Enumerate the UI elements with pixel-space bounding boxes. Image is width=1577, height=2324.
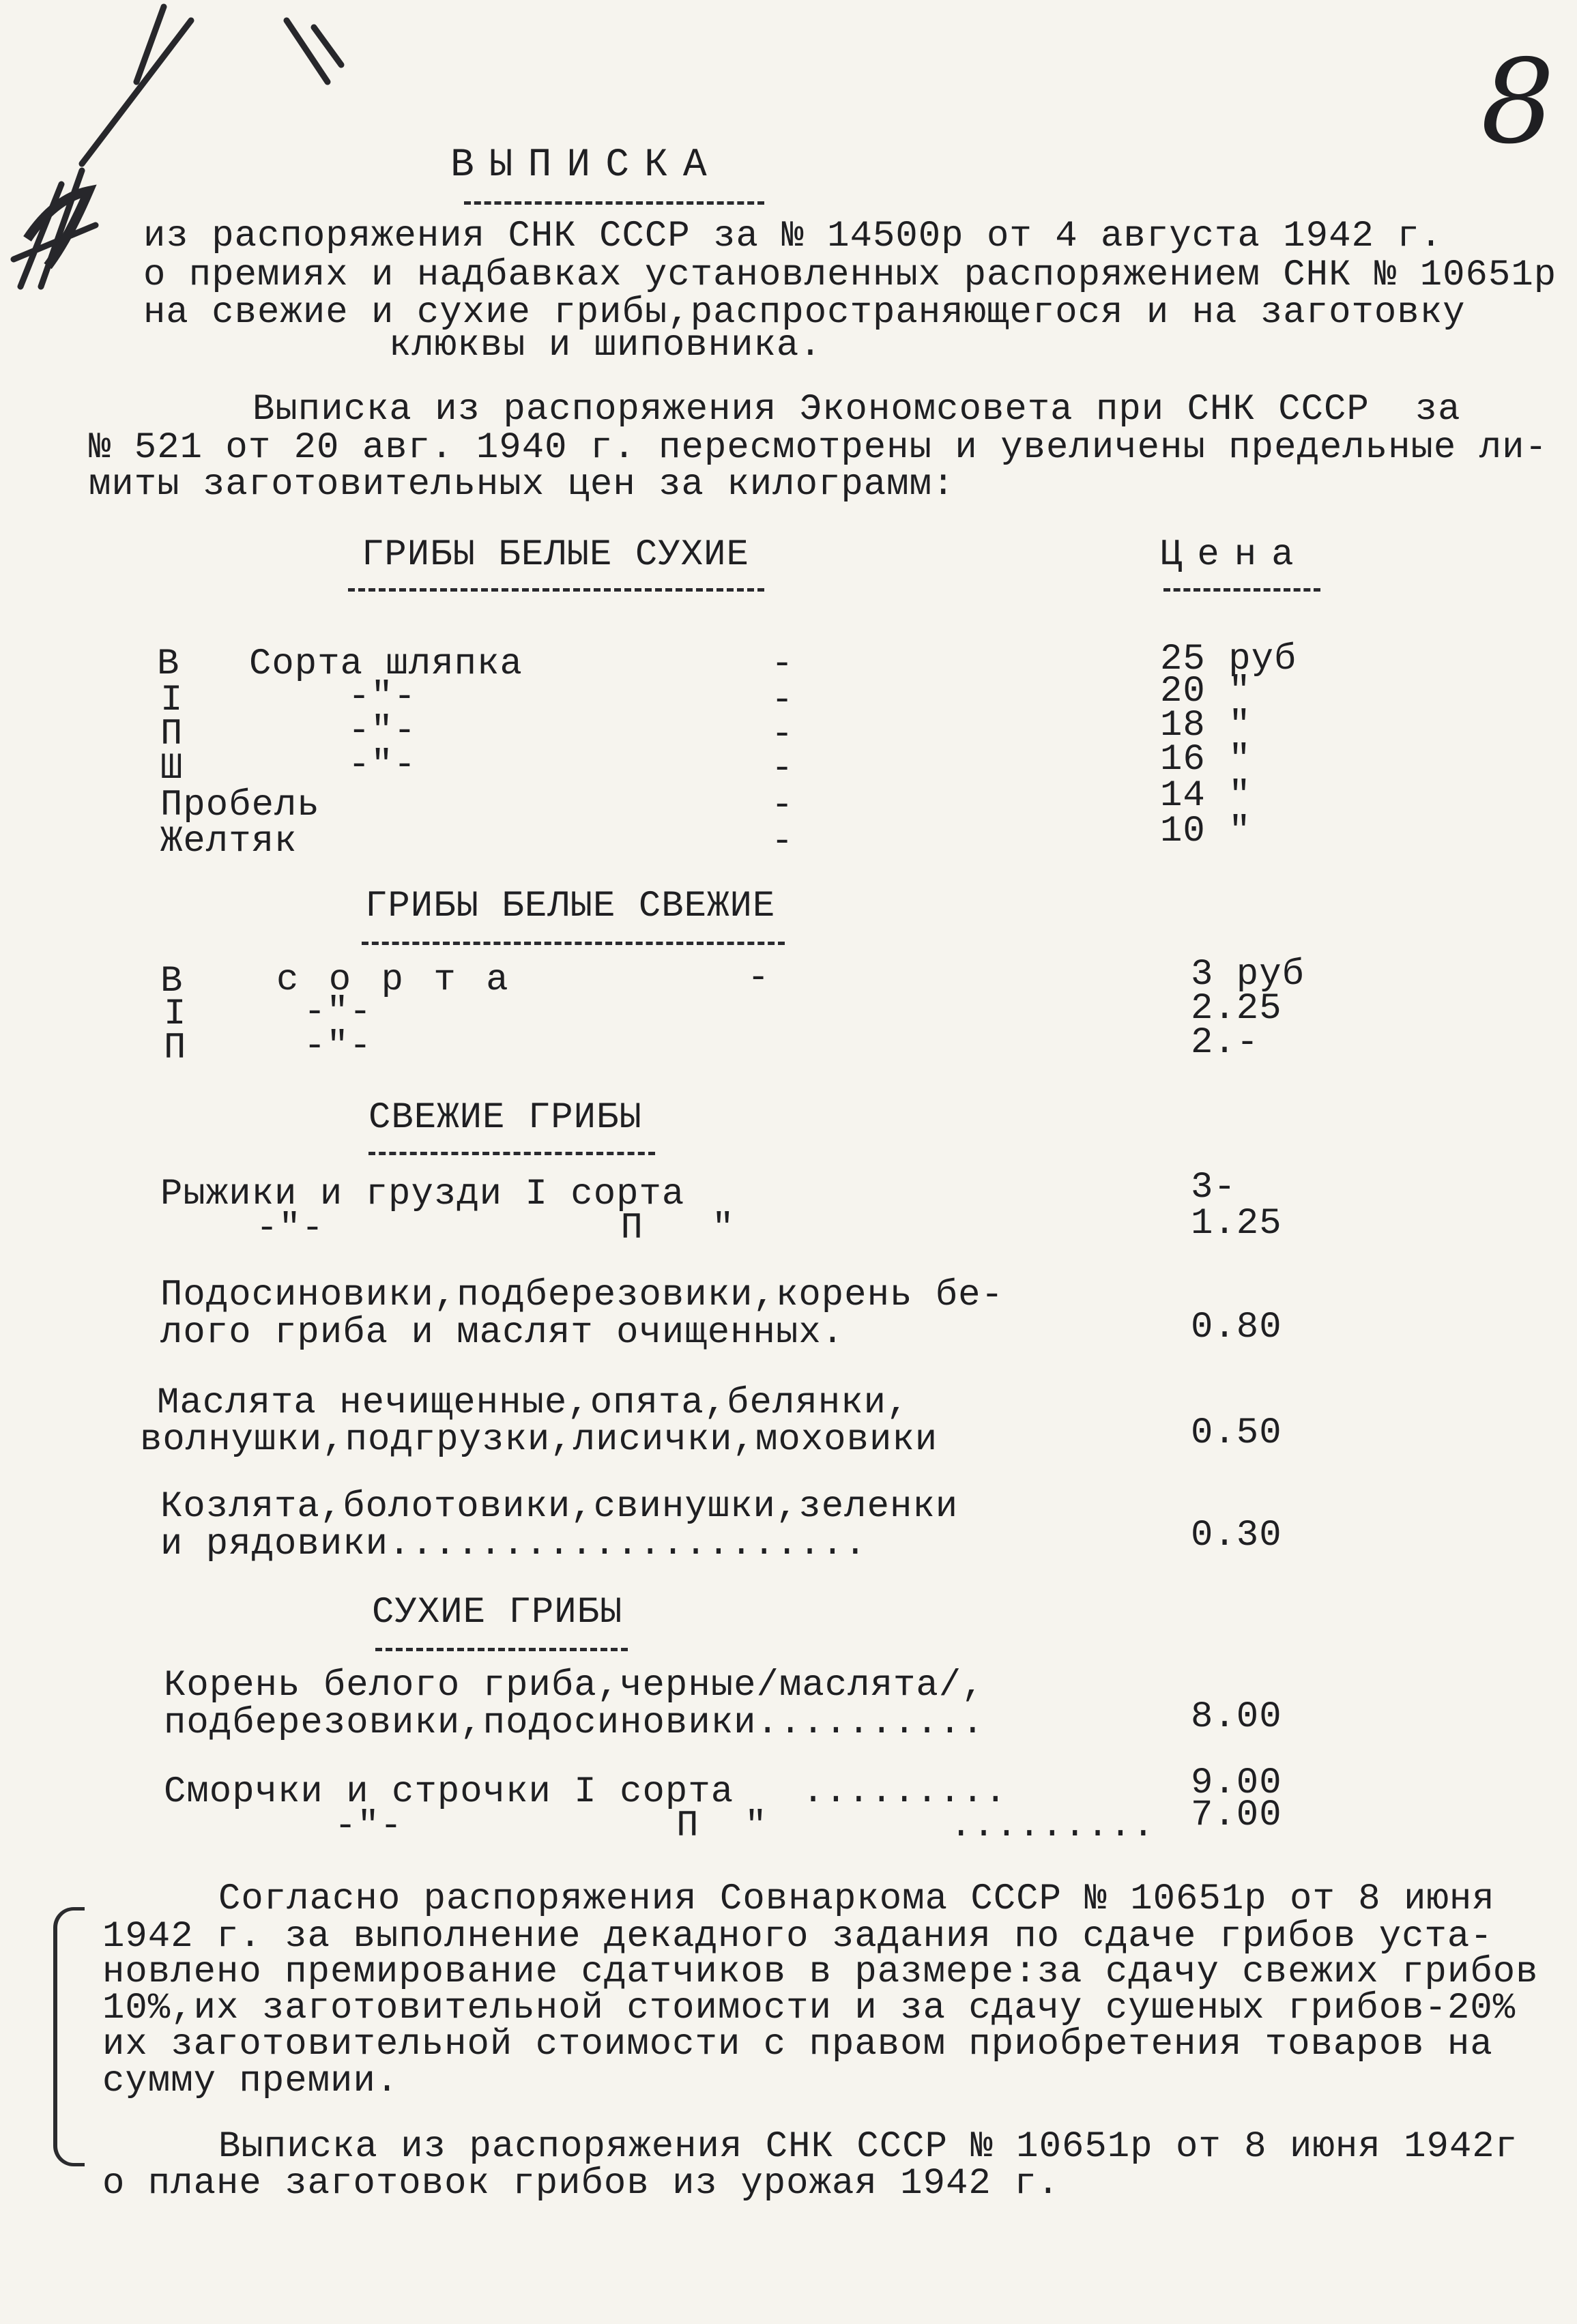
page-number: 8	[1481, 35, 1555, 170]
fresh-white-dash-1: -	[747, 957, 770, 999]
ryzhiki-price-2: 1.25	[1191, 1203, 1282, 1245]
fresh-white-price-1: 3 руб	[1191, 954, 1305, 996]
paragraph1-line-2: 1942 г. за выполнение декадного задания по сдаче грибов уста-	[102, 1916, 1493, 1958]
dry-white-label-6: Желтяк	[160, 821, 298, 862]
fresh-white-label-3: -"-	[304, 1026, 373, 1067]
dry-white-grade-3: П	[160, 714, 184, 755]
smorchki-line-2: -"- П " .........	[334, 1805, 1155, 1847]
kozlyata-line-1: Козлята,болотовики,свинушки,зеленки	[160, 1486, 959, 1528]
dry-white-grade-1: В	[157, 643, 180, 685]
podosinoviki-line-2: лого гриба и маслят очищенных.	[160, 1312, 845, 1354]
fresh-white-grade-1: В	[160, 961, 184, 1002]
podosinoviki-line-1: Подосиновики,подберезовики,корень бе-	[160, 1275, 1004, 1316]
dry-white-grade-4: Ш	[160, 748, 184, 789]
dry-white-price-3: 18 "	[1160, 705, 1252, 746]
dry-white-dash-1: -	[771, 643, 794, 685]
dry-white-price-4: 16 "	[1160, 739, 1252, 781]
paragraph2-line-1: Выписка из распоряжения СНК СССР № 10651р от 8 июня 1942г	[218, 2126, 1518, 2168]
koren-line-1: Корень белого гриба,черные/маслята/,	[164, 1665, 985, 1706]
intro-line-3: миты заготовительных цен за килограмм:	[89, 464, 955, 506]
maslyata-line-1: Маслята нечищенные,опята,белянки,	[157, 1382, 910, 1424]
dry-white-dash-3: -	[771, 714, 794, 755]
ryzhiki-line-1: Рыжики и грузди I сорта	[160, 1174, 685, 1215]
dry-white-price-5: 14 "	[1160, 775, 1252, 817]
kozlyata-line-2: и рядовики.....................	[160, 1524, 867, 1565]
paragraph1-line-1: Согласно распоряжения Совнаркома СССР № 10651р от 8 июня	[218, 1878, 1495, 1920]
dry-white-label-5: Пробель	[160, 785, 320, 826]
smorchki-price-2: 7.00	[1191, 1795, 1282, 1836]
fresh-white-price-3: 2.-	[1191, 1022, 1260, 1064]
dry-white-dash-4: -	[771, 748, 794, 789]
dry-white-label-3: -"-	[348, 710, 417, 752]
fresh-white-grade-3: П	[164, 1028, 187, 1069]
paragraph1-line-3: новлено премирование сдатчиков в размере:за сдачу свежих грибов	[102, 1951, 1539, 1993]
dry-white-dash-6: -	[771, 821, 794, 862]
section-title-dry-white: ГРИБЫ БЕЛЫЕ СУХИЕ	[362, 534, 749, 576]
dry-white-label-2: -"-	[348, 676, 417, 718]
section-title-fresh-white: ГРИБЫ БЕЛЫЕ СВЕЖИЕ	[365, 886, 776, 927]
fresh-white-grade-2: I	[164, 993, 187, 1035]
maslyata-line-2: волнушки,подгрузки,лисички,моховики	[140, 1419, 938, 1461]
dry-white-dash-5: -	[771, 785, 794, 826]
paragraph1-line-5: их заготовительной стоимости с правом приобретения товаров на	[102, 2024, 1493, 2065]
dry-white-grade-2: I	[160, 680, 184, 721]
koren-price: 8.00	[1191, 1696, 1282, 1738]
header-line-3: на свежие и сухие грибы,распространяющегося и на заготовку	[143, 292, 1466, 334]
maslyata-price: 0.50	[1191, 1412, 1282, 1454]
dry-white-label-1: Сорта шляпка	[249, 643, 523, 685]
header-line-1: из распоряжения СНК СССР за № 14500р от 4 августа 1942 г.	[143, 216, 1443, 257]
dry-white-dash-2: -	[771, 680, 794, 721]
section-underline	[368, 1152, 655, 1155]
fresh-white-label-1: с о р т а	[276, 959, 512, 1001]
paragraph1-line-6: сумму премии.	[102, 2061, 399, 2102]
fresh-white-price-2: 2.25	[1191, 988, 1282, 1030]
document-title: ВЫПИСКА	[450, 143, 722, 188]
koren-line-2: подберезовики,подосиновики..........	[164, 1702, 985, 1744]
podosinoviki-price: 0.80	[1191, 1307, 1282, 1348]
smorchki-price-1: 9.00	[1191, 1762, 1282, 1804]
section-title-dry: СУХИЕ ГРИБЫ	[372, 1592, 623, 1633]
section-title-fresh: СВЕЖИЕ ГРИБЫ	[368, 1097, 642, 1139]
paragraph2-line-2: о плане заготовок грибов из урожая 1942 г.	[102, 2163, 1060, 2205]
ryzhiki-price-1: 3-	[1191, 1167, 1236, 1208]
intro-line-2: № 521 от 20 авг. 1940 г. пересмотрены и увеличены предельные ли-	[89, 427, 1548, 469]
price-header-underline	[1163, 588, 1320, 592]
header-line-2: о премиях и надбавках установленных распоряжением СНК № 10651р	[143, 255, 1557, 296]
smorchki-line-1: Сморчки и строчки I сорта .........	[164, 1771, 1007, 1813]
dry-white-label-4: -"-	[348, 744, 417, 786]
intro-line-1: Выписка из распоряжения Экономсовета при СНК СССР за	[252, 389, 1461, 431]
dry-white-price-2: 20 "	[1160, 671, 1252, 712]
price-column-header: Цена	[1160, 534, 1309, 576]
dry-white-price-6: 10 "	[1160, 811, 1252, 852]
title-underline	[464, 201, 764, 205]
fresh-white-label-2: -"-	[304, 991, 373, 1033]
ryzhiki-line-2: -"- П "	[256, 1208, 735, 1249]
section-underline	[362, 942, 785, 945]
dry-white-price-1: 25 руб	[1160, 639, 1297, 680]
section-underline	[375, 1648, 628, 1651]
header-line-4: клюквы и шиповника.	[389, 325, 822, 366]
margin-bracket	[53, 1907, 85, 2166]
kozlyata-price: 0.30	[1191, 1515, 1282, 1556]
paragraph1-line-4: 10%,их заготовительной стоимости и за сдачу сушеных грибов-20%	[102, 1988, 1516, 2029]
section-underline	[348, 588, 764, 592]
